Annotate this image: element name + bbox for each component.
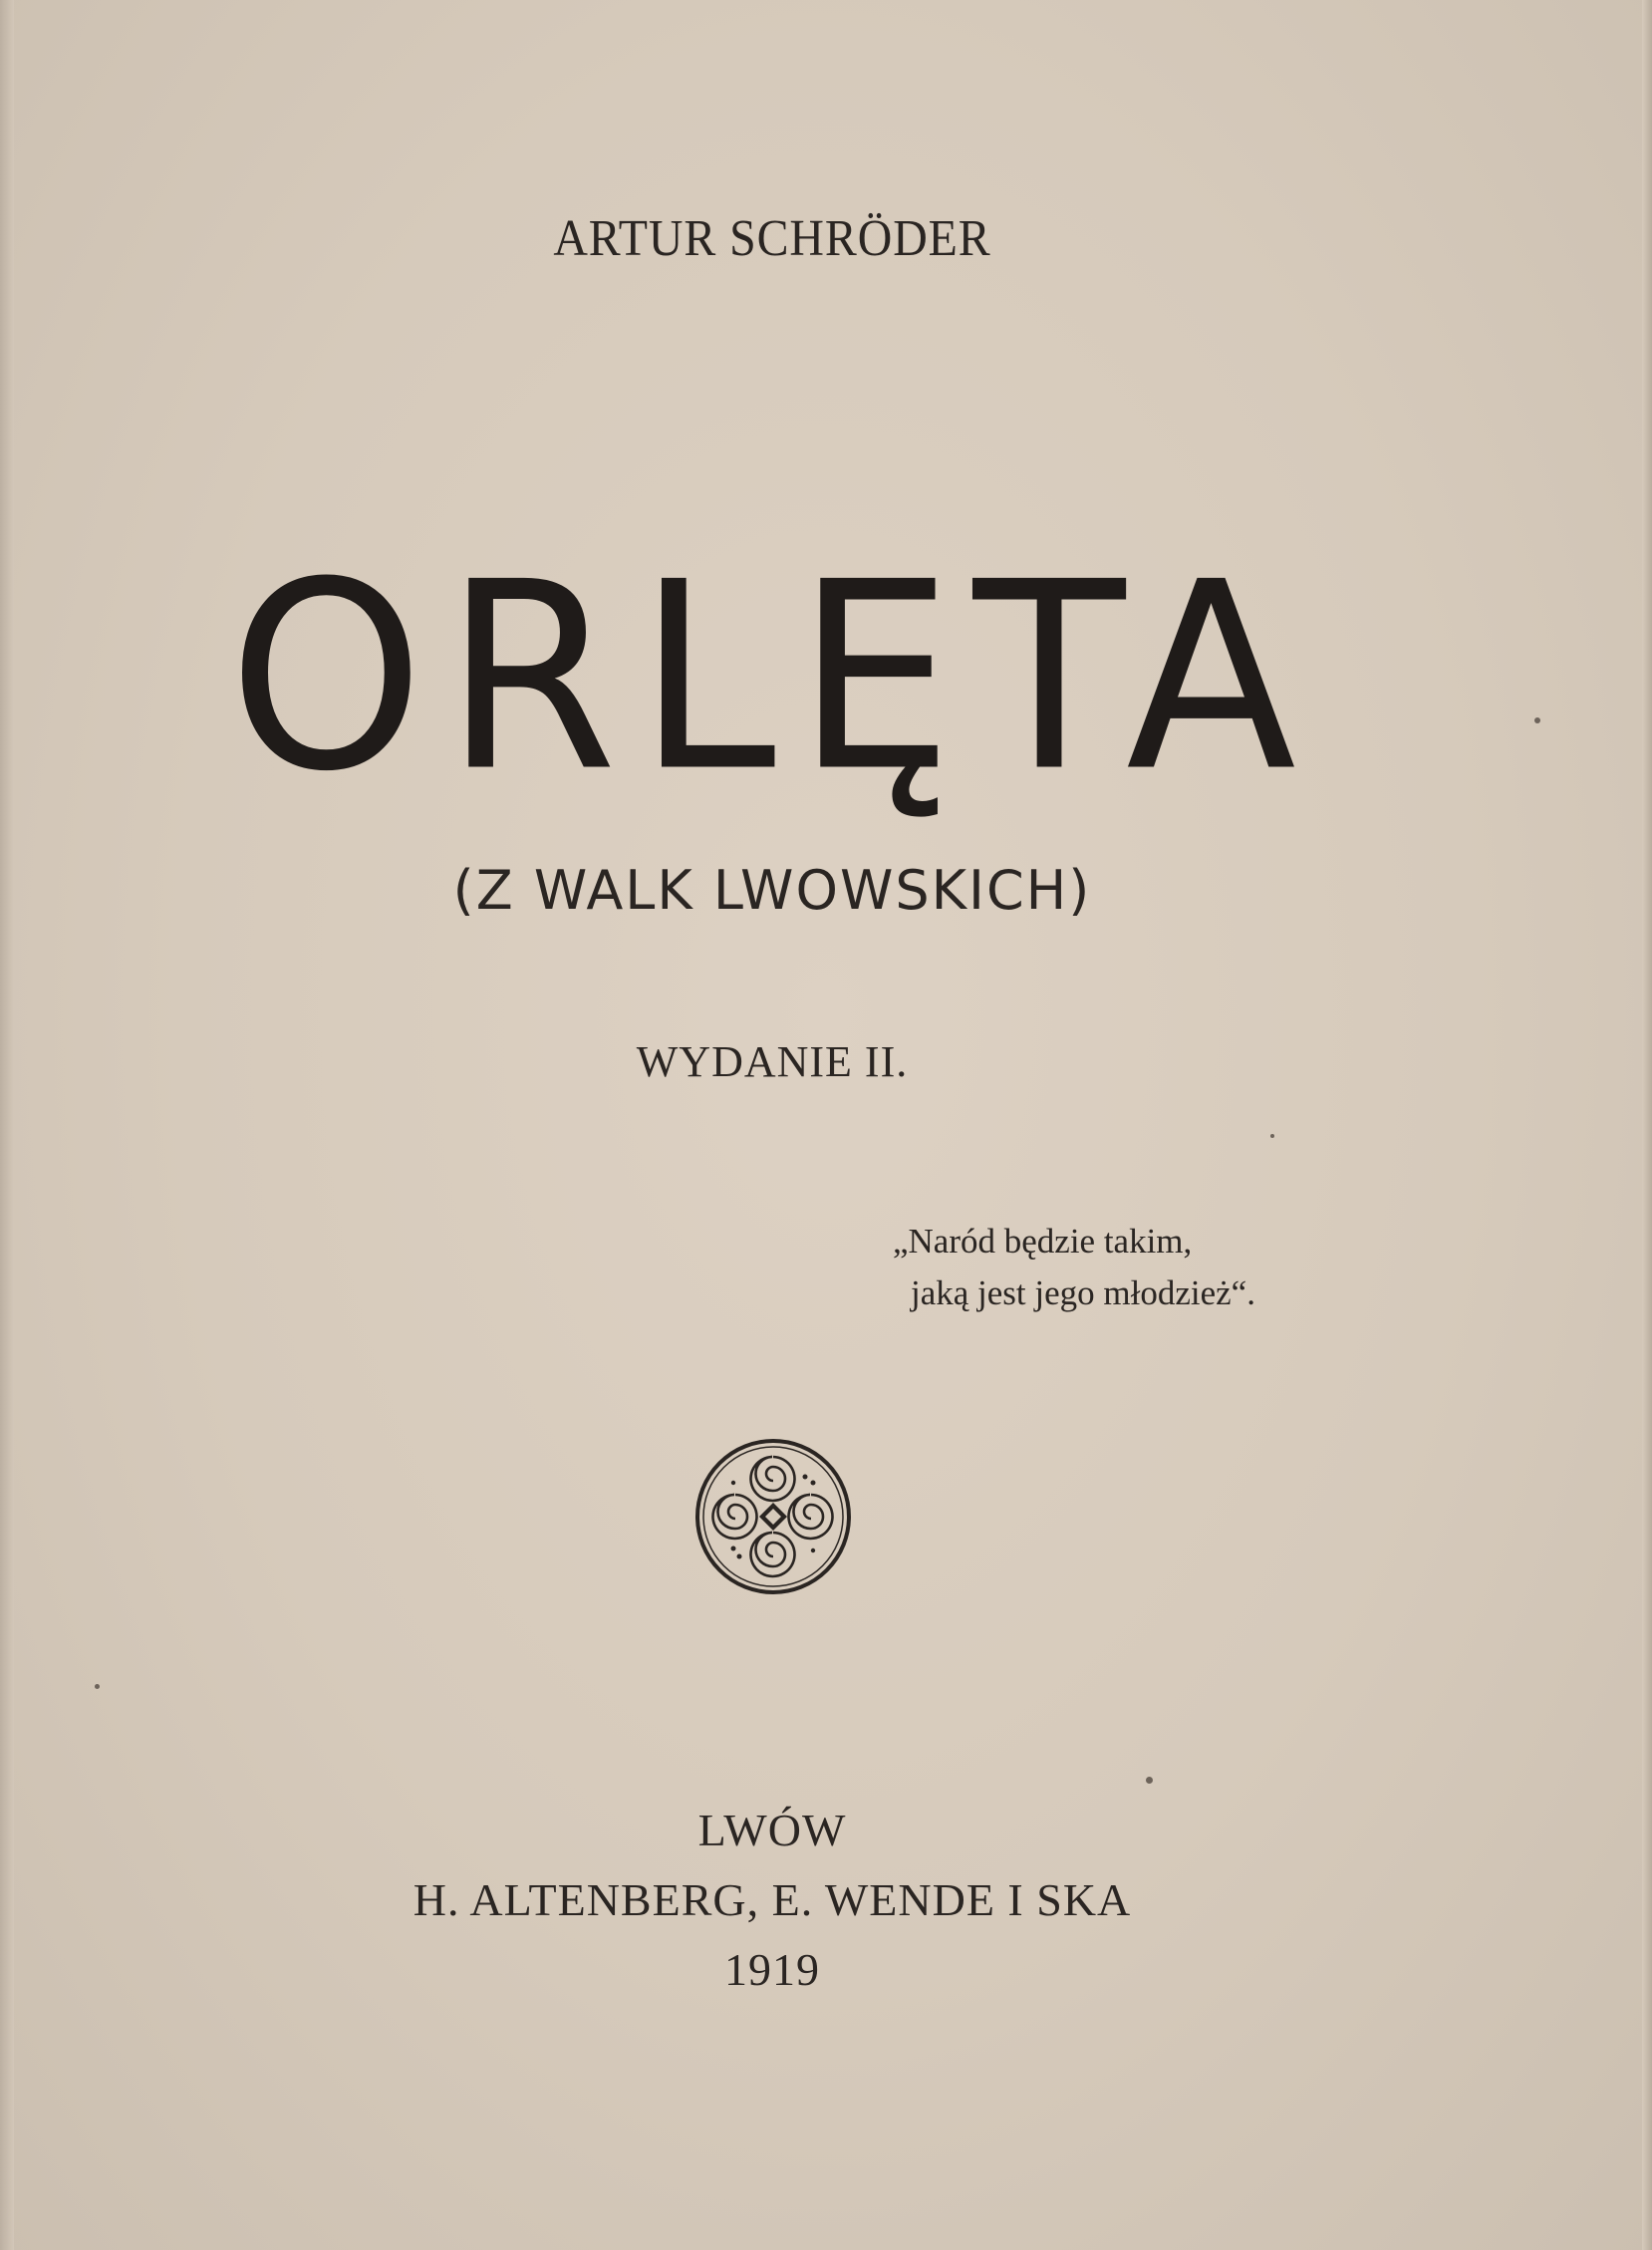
paper-speck	[95, 1684, 100, 1689]
publication-place: LWÓW	[697, 1805, 847, 1855]
publisher-name: H. ALTENBERG, E. WENDE I SKA	[413, 1874, 1132, 1925]
paper-speck	[1270, 1134, 1274, 1138]
paper-speck	[1534, 717, 1540, 723]
motto-quote	[893, 1216, 1255, 1319]
author-name: ARTUR SCHRÖDER	[553, 210, 991, 267]
publication-year: 1919	[724, 1944, 820, 1995]
book-title: ORLĘTA	[227, 526, 1317, 828]
book-subtitle: (Z WALK LWOWSKICH)	[452, 859, 1092, 922]
edition-label: WYDANIE II.	[636, 1037, 909, 1086]
triskelion-spiral-icon	[693, 1437, 853, 1596]
motto-line-1: „Naród będzie takim,	[893, 1222, 1193, 1261]
motto-line-2: jaką jest jego młodzież“.	[911, 1273, 1255, 1312]
paper-speck	[1146, 1777, 1153, 1784]
